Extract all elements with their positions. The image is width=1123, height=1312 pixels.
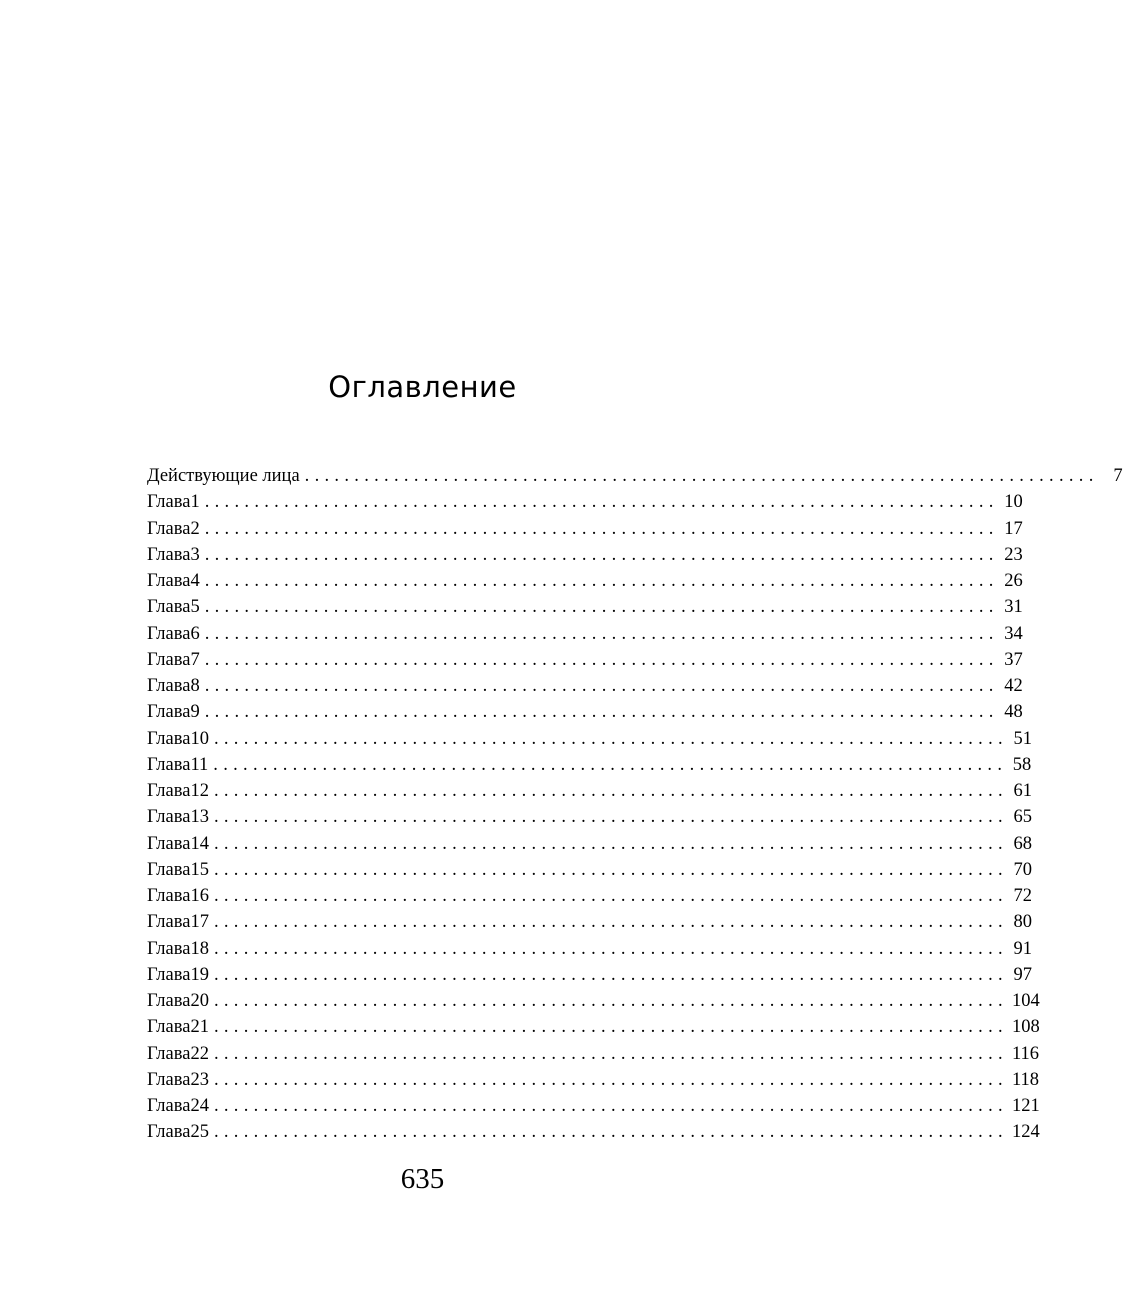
toc-entry <box>147 463 1123 489</box>
dot-leader: ................................................................................ <box>213 938 1008 959</box>
dot-leader: ................................................................................ <box>204 649 999 670</box>
toc-entry-page: 31 <box>1004 597 1023 618</box>
toc-entry-page: 48 <box>1004 702 1023 723</box>
toc-entry-label: Глава <box>147 1043 191 1064</box>
toc-entry-page: 80 <box>1013 912 1032 933</box>
dot-leader: ................................................................................ <box>213 833 1008 854</box>
toc-entry-number: 10 <box>190 728 209 749</box>
dot-leader: ................................................................................ <box>213 964 1008 985</box>
dot-leader: ................................................................................ <box>213 859 1008 880</box>
toc-entry-number: 25 <box>190 1122 209 1143</box>
page-title: Оглавление <box>328 370 517 404</box>
toc-entry-number: 6 <box>190 623 200 644</box>
toc-entry <box>147 621 1023 647</box>
toc-entry-number: 1 <box>190 492 200 513</box>
toc-entry-number: 19 <box>190 964 209 985</box>
table-of-contents <box>147 463 1123 1146</box>
toc-entry <box>147 1093 1040 1119</box>
toc-entry-page: 116 <box>1011 1043 1040 1064</box>
toc-entry-label: Глава <box>147 676 191 696</box>
toc-entry-number: 11 <box>190 754 209 775</box>
toc-entry-page: 61 <box>1013 781 1032 801</box>
toc-entry-label: Глава <box>147 886 191 906</box>
toc-entry-label: Действующие лица <box>147 466 300 486</box>
dot-leader: ................................................................................ <box>204 676 999 696</box>
toc-entry-label: Глава <box>147 518 191 539</box>
toc-entry-number: 21 <box>190 1017 209 1038</box>
toc-entry-label: Глава <box>147 597 191 618</box>
dot-leader: ................................................................................ <box>213 1017 1008 1038</box>
toc-entry-page: 65 <box>1013 807 1032 828</box>
toc-entry-page: 124 <box>1011 1122 1040 1143</box>
toc-entry-label: Глава <box>147 833 191 854</box>
dot-leader: ................................................................................ <box>204 544 999 565</box>
toc-entry-page: 58 <box>1012 754 1032 775</box>
toc-entry <box>147 1041 1040 1067</box>
toc-entry-number: 16 <box>190 886 209 906</box>
toc-entry-page: 23 <box>1004 544 1023 565</box>
toc-entry-label: Глава <box>147 728 191 749</box>
dot-leader: ................................................................................ <box>204 702 999 723</box>
toc-entry-number: 24 <box>190 1096 209 1116</box>
toc-entry-label: Глава <box>147 1069 191 1090</box>
toc-entry-page: 7 <box>1113 466 1123 486</box>
toc-entry <box>147 647 1023 673</box>
dot-leader: ................................................................................ <box>213 781 1008 801</box>
dot-leader: ................................................................................ <box>213 807 1008 828</box>
dot-leader: ................................................................................ <box>213 912 1008 933</box>
toc-entry <box>147 568 1023 594</box>
toc-entry-label: Глава <box>147 1017 191 1038</box>
dot-leader: ................................................................................ <box>213 991 1008 1011</box>
toc-entry <box>147 594 1023 620</box>
toc-entry <box>147 1014 1040 1040</box>
toc-entry-number: 15 <box>190 859 209 880</box>
toc-entry <box>147 804 1032 830</box>
toc-entry-label: Глава <box>147 1122 191 1143</box>
toc-entry-label: Глава <box>147 807 191 828</box>
toc-entry <box>147 752 1032 778</box>
toc-entry-label: Глава <box>147 938 191 959</box>
toc-entry-page: 10 <box>1004 492 1023 513</box>
toc-entry-label: Глава <box>147 571 191 591</box>
dot-leader: ................................................................................ <box>213 1096 1008 1116</box>
toc-entry-number: 20 <box>190 991 209 1011</box>
toc-entry-number: 18 <box>190 938 209 959</box>
toc-entry-number: 5 <box>190 597 200 618</box>
toc-entry-page: 26 <box>1004 571 1023 591</box>
toc-entry <box>147 988 1040 1014</box>
dot-leader: ................................................................................ <box>213 1043 1008 1064</box>
toc-entry <box>147 778 1032 804</box>
dot-leader: ................................................................................ <box>213 886 1008 906</box>
toc-entry <box>147 673 1023 699</box>
toc-entry-number: 22 <box>190 1043 209 1064</box>
toc-entry-label: Глава <box>147 912 191 933</box>
toc-entry-number: 7 <box>190 649 200 670</box>
toc-entry-number: 23 <box>190 1069 209 1090</box>
toc-entry-page: 108 <box>1011 1017 1040 1038</box>
toc-entry-page: 51 <box>1013 728 1032 749</box>
toc-entry <box>147 1119 1040 1145</box>
toc-entry-label: Глава <box>147 702 191 723</box>
dot-leader: ................................................................................ <box>204 597 999 618</box>
toc-entry <box>147 831 1032 857</box>
toc-entry-label: Глава <box>147 492 191 513</box>
toc-entry-page: 97 <box>1013 964 1032 985</box>
toc-entry-number: 8 <box>190 676 200 696</box>
toc-entry <box>147 909 1032 935</box>
toc-entry <box>147 883 1032 909</box>
toc-entry-label: Глава <box>147 1096 191 1116</box>
toc-entry-number: 2 <box>190 518 200 539</box>
dot-leader: ................................................................................ <box>213 728 1008 749</box>
toc-entry-page: 104 <box>1011 991 1040 1011</box>
toc-entry-label: Глава <box>147 964 191 985</box>
toc-entry-number: 14 <box>190 833 209 854</box>
toc-entry-label: Глава <box>147 754 191 775</box>
toc-entry <box>147 542 1023 568</box>
toc-entry-page: 34 <box>1004 623 1023 644</box>
toc-entry-label: Глава <box>147 623 191 644</box>
toc-entry <box>147 962 1032 988</box>
toc-entry-page: 118 <box>1011 1069 1040 1090</box>
page-number: 635 <box>400 1163 445 1195</box>
toc-entry <box>147 699 1023 725</box>
dot-leader: ................................................................................ <box>213 1122 1008 1143</box>
toc-entry-number: 12 <box>190 781 209 801</box>
toc-entry-number: 13 <box>190 807 209 828</box>
toc-entry-label: Глава <box>147 649 191 670</box>
toc-entry-page: 70 <box>1013 859 1032 880</box>
dot-leader: ................................................................................ <box>304 466 1099 486</box>
toc-entry-page: 37 <box>1004 649 1023 670</box>
toc-entry <box>147 936 1032 962</box>
toc-entry <box>147 1067 1040 1093</box>
toc-entry-page: 72 <box>1013 886 1032 906</box>
toc-entry-page: 42 <box>1004 676 1023 696</box>
toc-entry-number: 17 <box>190 912 209 933</box>
dot-leader: ................................................................................ <box>204 518 999 539</box>
dot-leader: ................................................................................ <box>204 492 999 513</box>
dot-leader: ................................................................................ <box>204 571 999 591</box>
dot-leader: ................................................................................ <box>213 754 1008 775</box>
toc-entry-label: Глава <box>147 781 191 801</box>
toc-entry-label: Глава <box>147 859 191 880</box>
dot-leader: ................................................................................ <box>204 623 999 644</box>
toc-entry-page: 91 <box>1013 938 1032 959</box>
toc-entry <box>147 516 1023 542</box>
toc-entry-page: 17 <box>1004 518 1023 539</box>
toc-entry-label: Глава <box>147 991 191 1011</box>
toc-entry <box>147 726 1032 752</box>
toc-entry-page: 68 <box>1013 833 1032 854</box>
toc-entry-page: 121 <box>1011 1096 1040 1116</box>
toc-entry-number: 4 <box>190 571 200 591</box>
toc-entry-label: Глава <box>147 544 191 565</box>
toc-entry <box>147 489 1023 515</box>
toc-entry-number: 9 <box>190 702 200 723</box>
toc-entry-number: 3 <box>190 544 200 565</box>
toc-entry <box>147 857 1032 883</box>
dot-leader: ................................................................................ <box>213 1069 1008 1090</box>
